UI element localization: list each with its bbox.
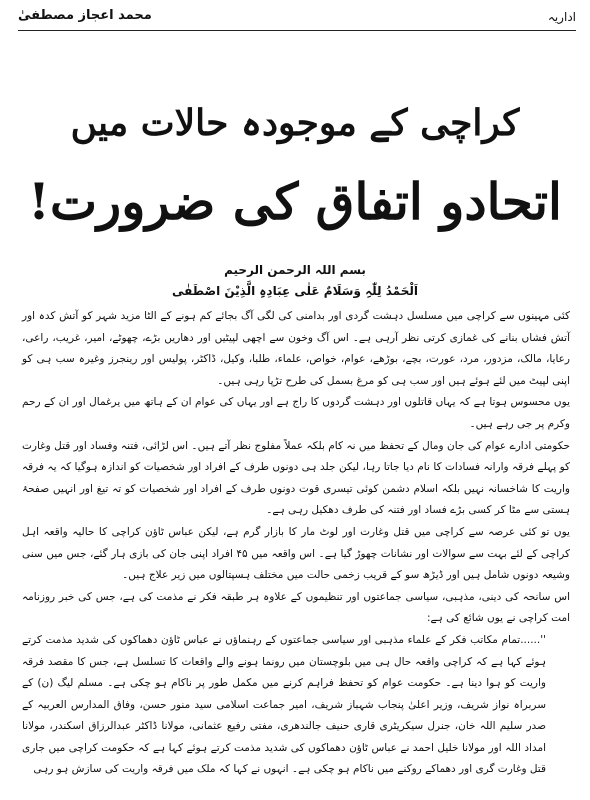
- title-line-2: اتحادو اتفاق کی ضرورت!: [28, 172, 562, 231]
- paragraph: یوں تو کئی عرصہ سے کراچی میں قتل وغارت اور لوٹ مار کا بازار گرم ہے، لیکن عباس ٹاؤن کراچی کا حالیہ واقعہ اہل کراچی کے لئے بہت سے سوالات اور نشانات چھوڑ گیا ہے۔ اس واقعہ میں ۴۵ افراد اپنی جان کی بازی ہار گئے، جس میں سنی وشیعہ دونوں شامل ہیں اور ڈیڑھ سو کے قریب زخمی حالت میں مختلف ہسپتالوں میں زیر علاج ہیں۔: [22, 525, 570, 582]
- author-name: محمد اعجاز مصطفیٰ: [18, 8, 152, 23]
- paragraph: حکومتی ادارے عوام کی جان ومال کے تحفظ میں نہ کام بلکہ عملاً مفلوج نظر آتے ہیں۔ اس لڑائی، فتنہ وفساد اور قتل وغارت کو پہلے فرقہ وارانہ فسادات کا نام دیا جاتا رہا، لیکن جلد ہی دونوں طرف کے افراد اور شخصیات کو اندازہ ہوگیا کہ یہ فرقہ واریت کا شاخسانہ نہیں بلکہ اسلام دشمن کوئی تیسری قوت دونوں طرف کے افراد اور شخصیات کو تہ تیغ اور انہیں صفحۂ ہستی سے مٹا کر کسی بڑے فساد اور فتنہ کی طرف دھکیل رہی ہے۔: [22, 439, 570, 517]
- salutation: اَلْحَمْدُ لِلّٰہِ وَسَلَامٌ عَلٰی عِبَادِہِ الَّذِیْنَ اصْطَفٰی: [172, 284, 418, 298]
- title-line-1: کراچی کے موجودہ حالات میں: [70, 102, 520, 144]
- header-divider: [18, 30, 576, 31]
- page-header: [18, 8, 576, 30]
- paragraph: اس سانحہ کی دینی، مذہبی، سیاسی جماعتوں اور تنظیموں کے علاوہ ہر طبقہ فکر نے مذمت کی ہے، جس کی خبر روزنامہ امت کراچی نے یوں شائع کی ہے:: [22, 590, 570, 625]
- section-label: اداریہ: [547, 10, 576, 24]
- paragraph: کئی مہینوں سے کراچی میں مسلسل دہشت گردی اور بدامنی کی لگی آگ بجائے کم ہونے کے الٹا مزید شہر کو آتش کدہ اور آتش فشاں بنانے کی غمازی کرتی نظر آرہی ہے۔ اس آگ وخون سے اچھی لپیٹیں اور دھاریں بڑے، چھوٹے، امیر، غریب، راعی، رعایا، مالک، مزدور، مرد، عورت، بچے، بوڑھے، عوام، خواص، علماء، طلبا، وکیل، ڈاکٹر، پولیس اور رینجرز وغیرہ سب ہی کو اپنی لپیٹ میں لئے ہوئے ہیں اور سب ہی کو مرغ بسمل کی طرح تڑپا رہی ہیں۔: [22, 310, 570, 387]
- news-quote: ''......تمام مکاتب فکر کے علماء مذہبی اور سیاسی جماعتوں کے رہنماؤں نے عباس ٹاؤن دھماکوں کی شدید مذمت کرتے ہوئے کہا ہے کہ کراچی واقعہ حال ہی میں بلوچستان میں رونما ہونے والے واقعات کا تسلسل ہے، جس کا مقصد فرقہ واریت کو ہوا دینا ہے۔ حکومت عوام کو تحفظ فراہم کرنے میں مکمل طور پر ناکام ہو چکی ہے۔ مسلم لیگ (ن) کے سربراہ نواز شریف، وزیر اعلیٰ پنجاب شہباز شریف، امیر جماعت اسلامی سید منور حسن، وفاق المدارس العربیہ کے صدر سلیم اللہ خان، جنرل سیکریٹری قاری حنیف جالندھری، مفتی رفیع عثمانی، مولانا ڈاکٹر عبدالرزاق اسکندر، مولانا امداد اللہ اور مولانا خلیل احمد نے عباس ٹاؤن دھماکوں کی شدید مذمت کرتے ہوئے کہا ہے کہ حکومت کراچی میں جاری قتل وغارت گری اور دھماکے روکنے میں ناکام ہو چکی ہے۔ انہوں نے کہا کہ ملک میں فرقہ واریت کی سازش ہو رہی: [22, 633, 546, 776]
- paragraph: یوں محسوس ہوتا ہے کہ یہاں قاتلوں اور دہشت گردوں کا راج ہے اور یہاں کی عوام ان کے ہاتھ میں یرغمال اور ان کے رحم وکرم پر جی رہے ہیں۔: [22, 396, 570, 430]
- bismillah: بسم اللہ الرحمن الرحیم: [224, 263, 366, 277]
- article-body: [22, 306, 570, 781]
